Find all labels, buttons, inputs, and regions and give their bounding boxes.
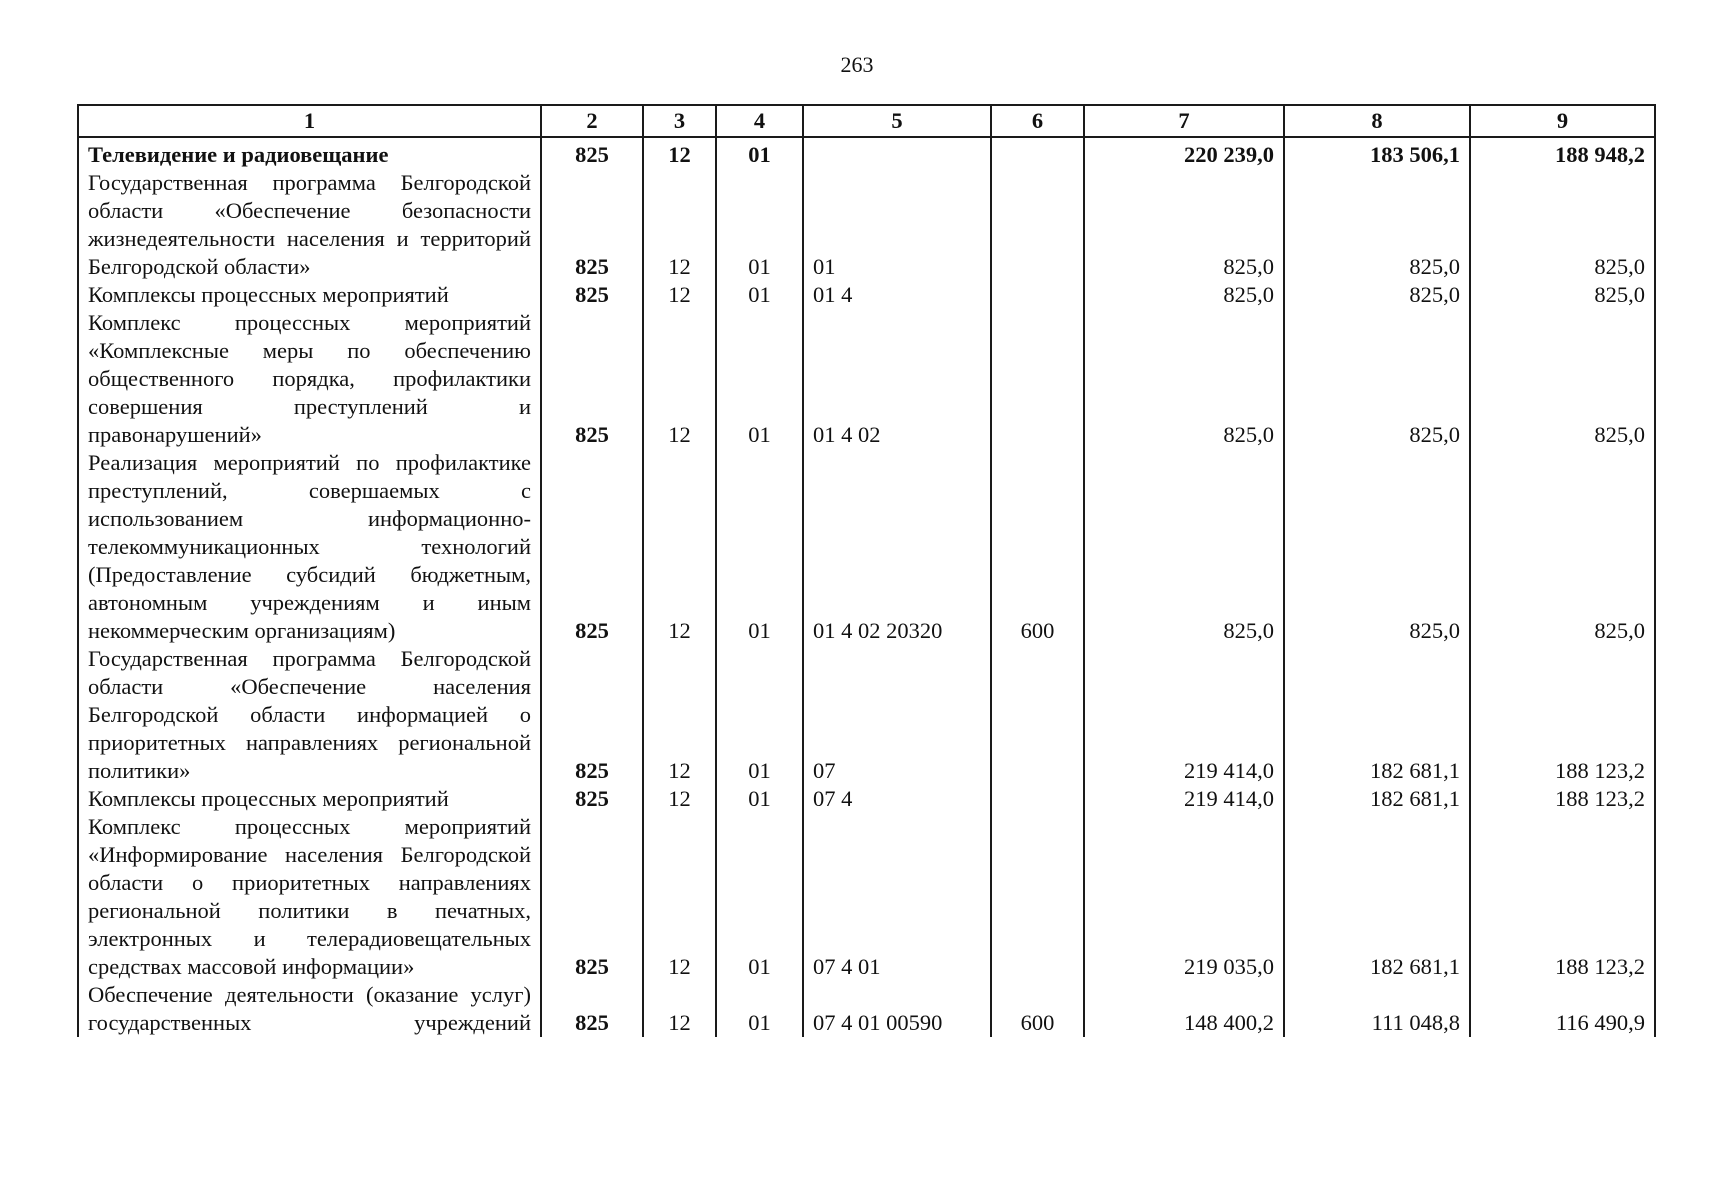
row-amount-year2: 825,0: [1284, 309, 1470, 449]
row-amount-year1: 148 400,2: [1084, 981, 1284, 1037]
row-razdel: 12: [643, 449, 716, 645]
row-expense-type: [991, 785, 1084, 813]
row-target-article: 01 4 02 20320: [803, 449, 991, 645]
row-amount-year2: 183 506,1: [1284, 137, 1470, 169]
row-amount-year1: 220 239,0: [1084, 137, 1284, 169]
row-expense-type: [991, 137, 1084, 169]
row-amount-year2: 825,0: [1284, 169, 1470, 281]
row-amount-year3: 116 490,9: [1470, 981, 1655, 1037]
row-amount-year2: 825,0: [1284, 449, 1470, 645]
table-row: [78, 169, 1655, 281]
row-razdel: 12: [643, 981, 716, 1037]
row-target-article: 07 4 01: [803, 813, 991, 981]
row-grbs: 825: [541, 281, 643, 309]
row-amount-year1: 219 414,0: [1084, 645, 1284, 785]
row-name: Государственная программа Белгородской области «Обеспечение безопасности жизнедеятельности населения и территорий Белгородской области»: [78, 169, 541, 281]
row-amount-year1: 825,0: [1084, 449, 1284, 645]
row-razdel: 12: [643, 309, 716, 449]
row-amount-year3: 188 948,2: [1470, 137, 1655, 169]
row-podrazdel: 01: [716, 281, 803, 309]
row-amount-year1: 219 414,0: [1084, 785, 1284, 813]
row-target-article: 01: [803, 169, 991, 281]
row-amount-year3: 825,0: [1470, 309, 1655, 449]
row-name: Телевидение и радиовещание: [78, 137, 541, 169]
row-podrazdel: 01: [716, 813, 803, 981]
header-row: [78, 105, 1655, 137]
header-col-4: 4: [716, 105, 803, 137]
row-podrazdel: 01: [716, 645, 803, 785]
row-name: Комплекс процессных мероприятий «Комплексные меры по обеспечению общественного порядка, профилактики совершения преступлений и правонарушений»: [78, 309, 541, 449]
row-podrazdel: 01: [716, 309, 803, 449]
row-grbs: 825: [541, 169, 643, 281]
row-amount-year2: 182 681,1: [1284, 813, 1470, 981]
header-col-3: 3: [643, 105, 716, 137]
row-target-article: 01 4 02: [803, 309, 991, 449]
row-target-article: 01 4: [803, 281, 991, 309]
table-row: [78, 981, 1655, 1037]
row-target-article: 07 4 01 00590: [803, 981, 991, 1037]
row-razdel: 12: [643, 645, 716, 785]
row-name: Комплексы процессных мероприятий: [78, 785, 541, 813]
row-expense-type: 600: [1020, 618, 1055, 643]
row-amount-year3: 825,0: [1470, 449, 1655, 645]
row-podrazdel: 01: [716, 981, 803, 1037]
row-expense-type: 600: [1020, 1010, 1055, 1035]
row-amount-year1: 825,0: [1084, 169, 1284, 281]
table-row: [78, 137, 1655, 169]
header-col-5: 5: [803, 105, 991, 137]
row-amount-year3: 188 123,2: [1470, 813, 1655, 981]
row-amount-year2: 111 048,8: [1284, 981, 1470, 1037]
page-number: 263: [840, 52, 874, 77]
row-expense-type: [991, 281, 1084, 309]
row-podrazdel: 01: [716, 449, 803, 645]
table-row: [78, 785, 1655, 813]
row-razdel: 12: [643, 813, 716, 981]
row-name: Обеспечение деятельности (оказание услуг) государственных учреждений: [78, 981, 541, 1037]
header-col-9: 9: [1470, 105, 1655, 137]
row-grbs: 825: [541, 309, 643, 449]
row-grbs: 825: [541, 785, 643, 813]
row-target-article: [803, 137, 991, 169]
row-name: Реализация мероприятий по профилактике преступлений, совершаемых с использованием информационно-телекоммуникационных технологий (Предоставление субсидий бюджетным, автономным учреждениям и иным некоммерческим организациям): [78, 449, 541, 645]
row-razdel: 12: [643, 785, 716, 813]
table-row: [78, 813, 1655, 981]
row-expense-type: [991, 645, 1084, 785]
row-expense-type: [991, 169, 1084, 281]
row-grbs: 825: [541, 813, 643, 981]
row-amount-year3: 825,0: [1470, 281, 1655, 309]
header-col-2: 2: [541, 105, 643, 137]
row-amount-year3: 825,0: [1470, 169, 1655, 281]
row-podrazdel: 01: [716, 137, 803, 169]
table-row: [78, 309, 1655, 449]
row-target-article: 07 4: [803, 785, 991, 813]
row-amount-year1: 825,0: [1084, 309, 1284, 449]
header-col-6: 6: [991, 105, 1084, 137]
row-razdel: 12: [643, 281, 716, 309]
row-grbs: 825: [541, 645, 643, 785]
row-amount-year1: 825,0: [1084, 281, 1284, 309]
header-col-8: 8: [1284, 105, 1470, 137]
row-amount-year2: 182 681,1: [1284, 645, 1470, 785]
row-grbs: 825: [541, 449, 643, 645]
table-row: [78, 645, 1655, 785]
row-name: Государственная программа Белгородской области «Обеспечение населения Белгородской области информацией о приоритетных направлениях региональной политики»: [78, 645, 541, 785]
row-expense-type: [991, 813, 1084, 981]
row-amount-year1: 219 035,0: [1084, 813, 1284, 981]
header-col-1: 1: [78, 105, 541, 137]
row-expense-type: [991, 309, 1084, 449]
row-amount-year3: 188 123,2: [1470, 645, 1655, 785]
row-podrazdel: 01: [716, 785, 803, 813]
row-razdel: 12: [643, 137, 716, 169]
row-amount-year2: 825,0: [1284, 281, 1470, 309]
header-col-7: 7: [1084, 105, 1284, 137]
row-podrazdel: 01: [716, 169, 803, 281]
row-amount-year2: 182 681,1: [1284, 785, 1470, 813]
row-grbs: 825: [541, 137, 643, 169]
row-name: Комплекс процессных мероприятий «Информирование населения Белгородской области о приоритетных направлениях региональной политики в печатных, электронных и телерадиовещательных средствах массовой информации»: [78, 813, 541, 981]
row-razdel: 12: [643, 169, 716, 281]
table-row: [78, 281, 1655, 309]
budget-table: [77, 104, 1656, 1037]
table-row: [78, 449, 1655, 645]
row-grbs: 825: [541, 981, 643, 1037]
row-target-article: 07: [803, 645, 991, 785]
row-amount-year3: 188 123,2: [1470, 785, 1655, 813]
row-name: Комплексы процессных мероприятий: [78, 281, 541, 309]
